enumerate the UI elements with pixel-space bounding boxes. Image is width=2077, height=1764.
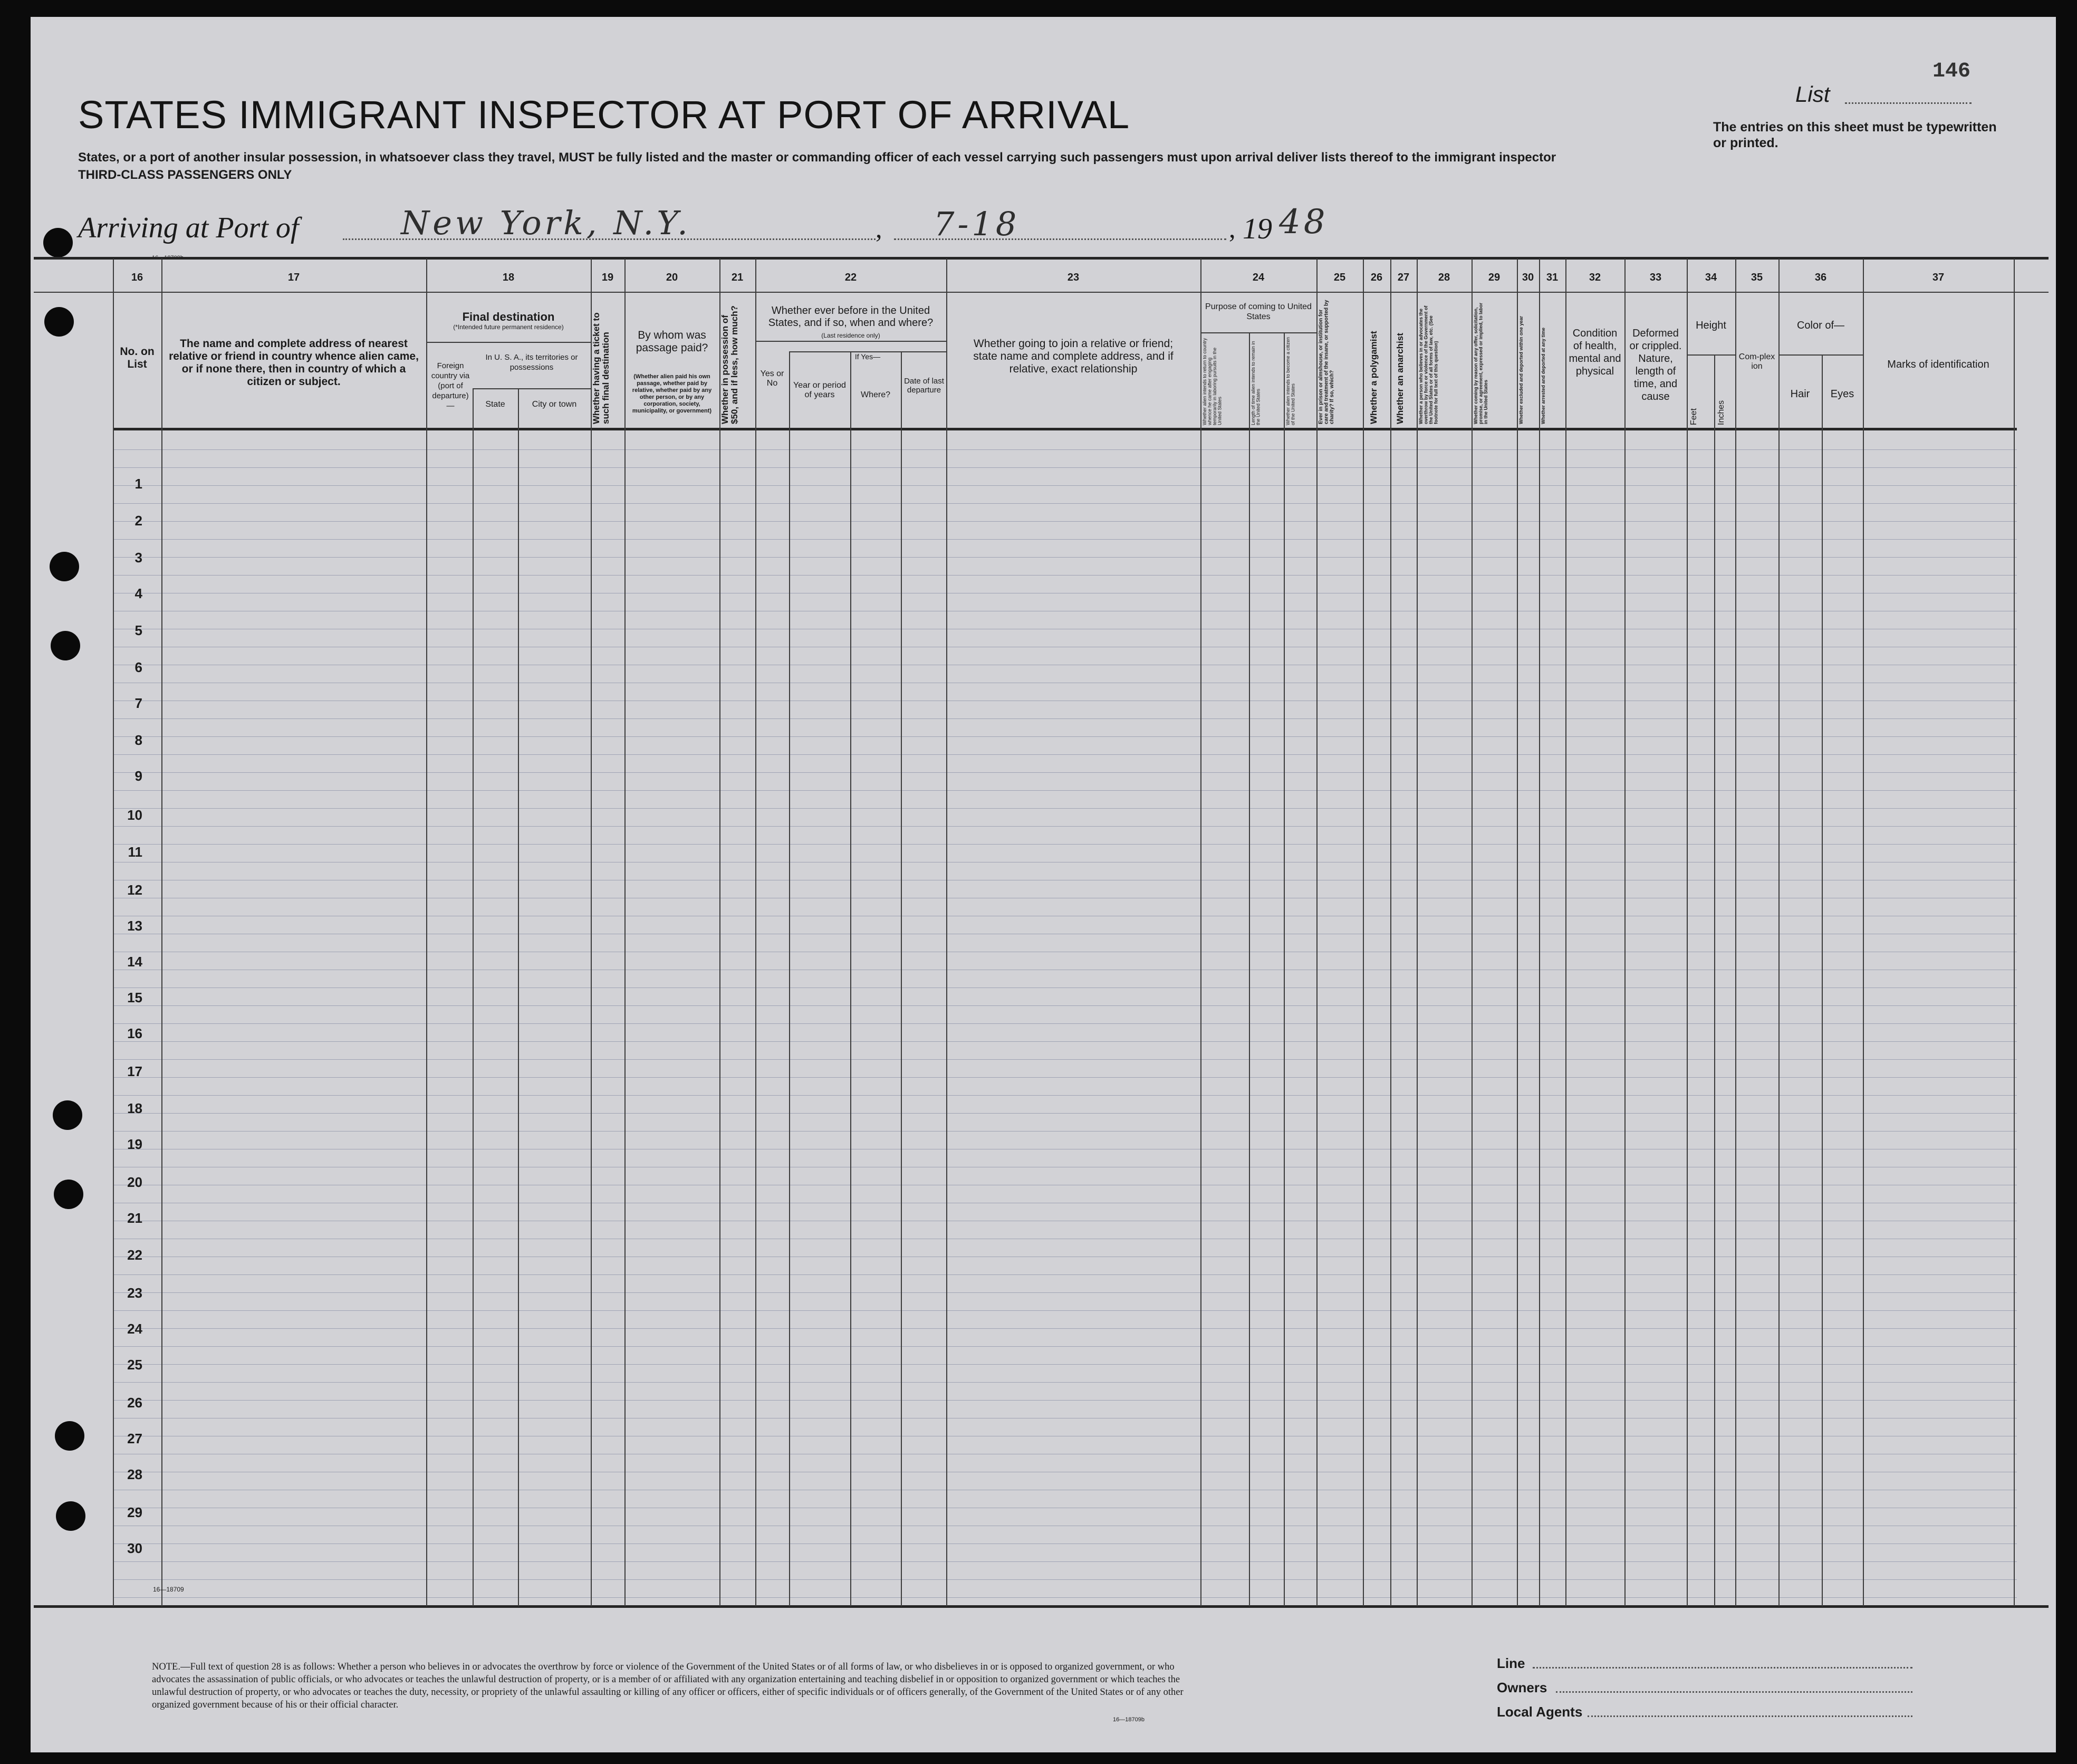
table-bottom-border [34, 1605, 2049, 1608]
header-fifty-dollars: Whether in possession of $50, and if less, how much? [720, 305, 739, 424]
row-number: 21 [127, 1210, 142, 1226]
colnum-16: 16 [131, 272, 143, 283]
header-date-departure: Date of last departure [904, 377, 944, 395]
form-number-top: 16—18709b [152, 255, 184, 261]
row-number: 7 [134, 695, 142, 711]
colnum-35: 35 [1751, 272, 1763, 283]
header-ticket: Whether having a ticket to such final destination [591, 312, 611, 424]
header-final-destination-sub: (*Intended future permanent residence) [453, 323, 564, 331]
header-bottom-border [113, 428, 2017, 430]
colnum-26: 26 [1370, 272, 1383, 283]
header-state: State [485, 400, 505, 409]
list-label [1795, 82, 1830, 107]
colnum-34: 34 [1705, 272, 1717, 283]
row-number: 27 [127, 1431, 142, 1446]
row-number: 14 [127, 954, 142, 970]
header-ever-before: Whether ever before in the United States, and if so, when and where? [768, 305, 934, 329]
header-final-destination: Final destination [462, 310, 555, 323]
typewritten-note: The entries on this sheet must be typewritten or printed. [1713, 120, 1997, 150]
year-printed: 19 [1243, 213, 1272, 245]
year-handwritten: 48 [1279, 203, 1329, 242]
header-in-usa: In U. S. A., its territories or possessions [485, 353, 578, 372]
port-handwritten: New York, N.Y. [401, 204, 691, 242]
header-anarchist: Whether an anarchist [1395, 333, 1405, 424]
colnum-19: 19 [601, 272, 614, 283]
row-number: 1 [134, 476, 142, 492]
row-number: 10 [127, 807, 142, 823]
colnum-25: 25 [1333, 272, 1346, 283]
header-hair: Hair [1790, 388, 1810, 400]
arriving-label: Arriving at Port of [78, 212, 299, 244]
header-ever-before-sub: (Last residence only) [821, 332, 880, 339]
colnum-37: 37 [1932, 272, 1945, 283]
colnum-21: 21 [731, 272, 744, 283]
passenger-class: THIRD-CLASS PASSENGERS ONLY [78, 168, 292, 182]
header-yes-or-no: Yes or No [760, 369, 784, 388]
header-no-on-list: No. on List [120, 346, 155, 371]
row-number: 2 [134, 513, 142, 529]
row-number: 28 [127, 1466, 142, 1482]
row-number: 23 [127, 1285, 142, 1301]
header-complexion: Com-plexion [1738, 352, 1775, 371]
colnum-36: 36 [1814, 272, 1827, 283]
header-feet: Feet [1689, 408, 1698, 425]
row-number: 16 [127, 1025, 142, 1041]
list-number: 146 [1932, 60, 1970, 83]
list-number-line [1845, 102, 1972, 104]
colnum-31: 31 [1546, 272, 1559, 283]
header-nearest-relative: The name and complete address of nearest relative or friend in country whence alien came, or if none there, then in country of which a citizen or subject. [169, 338, 419, 388]
row-number: 11 [128, 844, 142, 860]
binder-hole [44, 307, 74, 337]
list-label-text: List [1795, 82, 1830, 107]
footer-local-agents-label: Local Agents [1497, 1704, 1583, 1720]
row-number: 25 [127, 1357, 142, 1373]
footnote-form-number: 16—18709b [1113, 1717, 1145, 1723]
header-years: Year or period of years [793, 381, 846, 400]
header-inches: Inches [1717, 400, 1726, 425]
footnote-question-28: NOTE.—Full text of question 28 is as follows: Whether a person who believes in or advocates the overthrow by force or violence of the Government of the United States or of all forms of law, or who disbelieves in or is opposed to organized government, or who advocates the assassination of public officials, or who advocates or teaches the unlawful destruction of property, or is a member of or affiliated with any organization entertaining and teaching disbelief in or opposition to organized government or which teaches the unlawful destruction of property, or who advocates or teaches the duty, necessity, or propriety of the unlawful assaulting or killing of any officer or officers, either of specific individuals or of officers generally, of the Government of the United States or of any other organized government because of his or their official character. [152, 1662, 1184, 1710]
binder-hole [55, 1421, 84, 1451]
colnum-29: 29 [1488, 272, 1501, 283]
header-passage-paid: By whom was passage paid? [636, 329, 708, 354]
colnum-28: 28 [1438, 272, 1450, 283]
row-number: 4 [134, 586, 142, 601]
row-number: 5 [134, 622, 142, 638]
binder-hole [50, 552, 79, 581]
comma-1: , [876, 214, 882, 243]
form-number-bottom: 16—18709 [153, 1586, 184, 1593]
row-number: 20 [127, 1174, 142, 1190]
date-handwritten: 7-18 [934, 205, 1020, 243]
header-marks: Marks of identification [1887, 359, 1989, 370]
header-excluded: Whether excluded and deported within one year [1518, 315, 1524, 424]
footer-owners-label: Owners [1497, 1680, 1547, 1695]
row-number: 26 [127, 1395, 142, 1411]
row-number: 24 [127, 1321, 142, 1337]
header-overthrow: Whether a person who believes in or advocates the overthrow by force or violence of the Government of the United States or of all forms of law, etc. (See footnote for full text of this question) [1418, 305, 1439, 424]
header-eyes: Eyes [1830, 388, 1854, 400]
footer-line-field [1533, 1667, 1912, 1669]
notice-text: States, or a port of another insular possession, in whatsoever class they travel, MUST be fully listed and the master or commanding officer of each vessel carrying such passengers must upon arrival deliver lists thereof to the immigrant inspector [78, 150, 1556, 165]
header-purpose-return: Whether alien intends to return to country whence he came after engaging temporarily in laboring pursuits in the United States [1202, 338, 1223, 425]
colnum-23: 23 [1067, 272, 1080, 283]
colnum-33: 33 [1649, 272, 1662, 283]
colnum-27: 27 [1397, 272, 1410, 283]
colnum-32: 32 [1589, 272, 1601, 283]
header-passage-paid-sub: (Whether alien paid his own passage, whether paid by relative, whether paid by any other person, or by any corporation, society, municipality, or government) [632, 373, 712, 414]
header-purpose: Purpose of coming to United States [1205, 302, 1312, 321]
row-number: 13 [127, 918, 142, 934]
footer-owners-field [1556, 1691, 1912, 1693]
footer-local-agents-field [1588, 1715, 1912, 1717]
colnum-24: 24 [1252, 272, 1265, 283]
colnum-18: 18 [502, 272, 515, 283]
row-number: 29 [127, 1504, 142, 1520]
row-number: 30 [127, 1540, 142, 1556]
colnum-30: 30 [1522, 272, 1534, 283]
header-where: Where? [860, 390, 891, 399]
binder-hole [43, 228, 73, 257]
colnum-17: 17 [287, 272, 300, 283]
header-offer-labor: Whether coming by reason of any offer, solicitation, promise, or agreement, expressed or implied, to labor in the United States [1473, 302, 1488, 424]
header-color-of: Color of— [1796, 320, 1845, 331]
binder-hole [51, 631, 80, 660]
colnum-22: 22 [844, 272, 857, 283]
header-join-relative: Whether going to join a relative or friend; state name and complete address, and if relative, exact relationship [973, 338, 1174, 375]
header-height: Height [1696, 320, 1726, 331]
header-arrested: Whether arrested and deported at any time [1541, 327, 1546, 424]
comma-2: , [1229, 214, 1236, 243]
row-number: 8 [134, 732, 142, 748]
colnum-20: 20 [666, 272, 678, 283]
header-foreign-country: Foreign country via (port of departure)— [431, 361, 470, 410]
row-number: 15 [127, 990, 142, 1005]
header-deformed: Deformed or crippled. Nature, length of time, and cause [1629, 328, 1682, 402]
page-title: STATES IMMIGRANT INSPECTOR AT PORT OF ARRIVAL [78, 93, 1130, 137]
row-number: 12 [127, 882, 142, 898]
header-purpose-length: Length of time alien intends to remain in the United States [1251, 341, 1261, 425]
header-prison: Ever in prison or almshouse, or institution for care and treatment of the insane, or supported by charity? If so, which? [1318, 300, 1335, 424]
row-number: 6 [134, 659, 142, 675]
header-polygamist: Whether a polygamist [1369, 331, 1379, 424]
header-purpose-citizen: Whether alien intends to become a citizen of the United States [1285, 337, 1296, 425]
binder-hole [56, 1501, 85, 1531]
header-condition-health: Condition of health, mental and physical [1569, 328, 1621, 377]
binder-hole [53, 1100, 82, 1130]
table-top-border [34, 257, 2049, 260]
header-city: City or town [532, 400, 577, 409]
binder-hole [54, 1180, 83, 1209]
row-number: 17 [127, 1063, 142, 1079]
footer-line-label: Line [1497, 1655, 1525, 1671]
row-number: 19 [127, 1136, 142, 1152]
row-number: 22 [127, 1247, 142, 1263]
column-number-divider [34, 292, 2049, 293]
row-number: 9 [134, 768, 142, 784]
row-number: 3 [134, 550, 142, 565]
row-number: 18 [127, 1100, 142, 1116]
header-if-yes: If Yes— [854, 352, 881, 361]
